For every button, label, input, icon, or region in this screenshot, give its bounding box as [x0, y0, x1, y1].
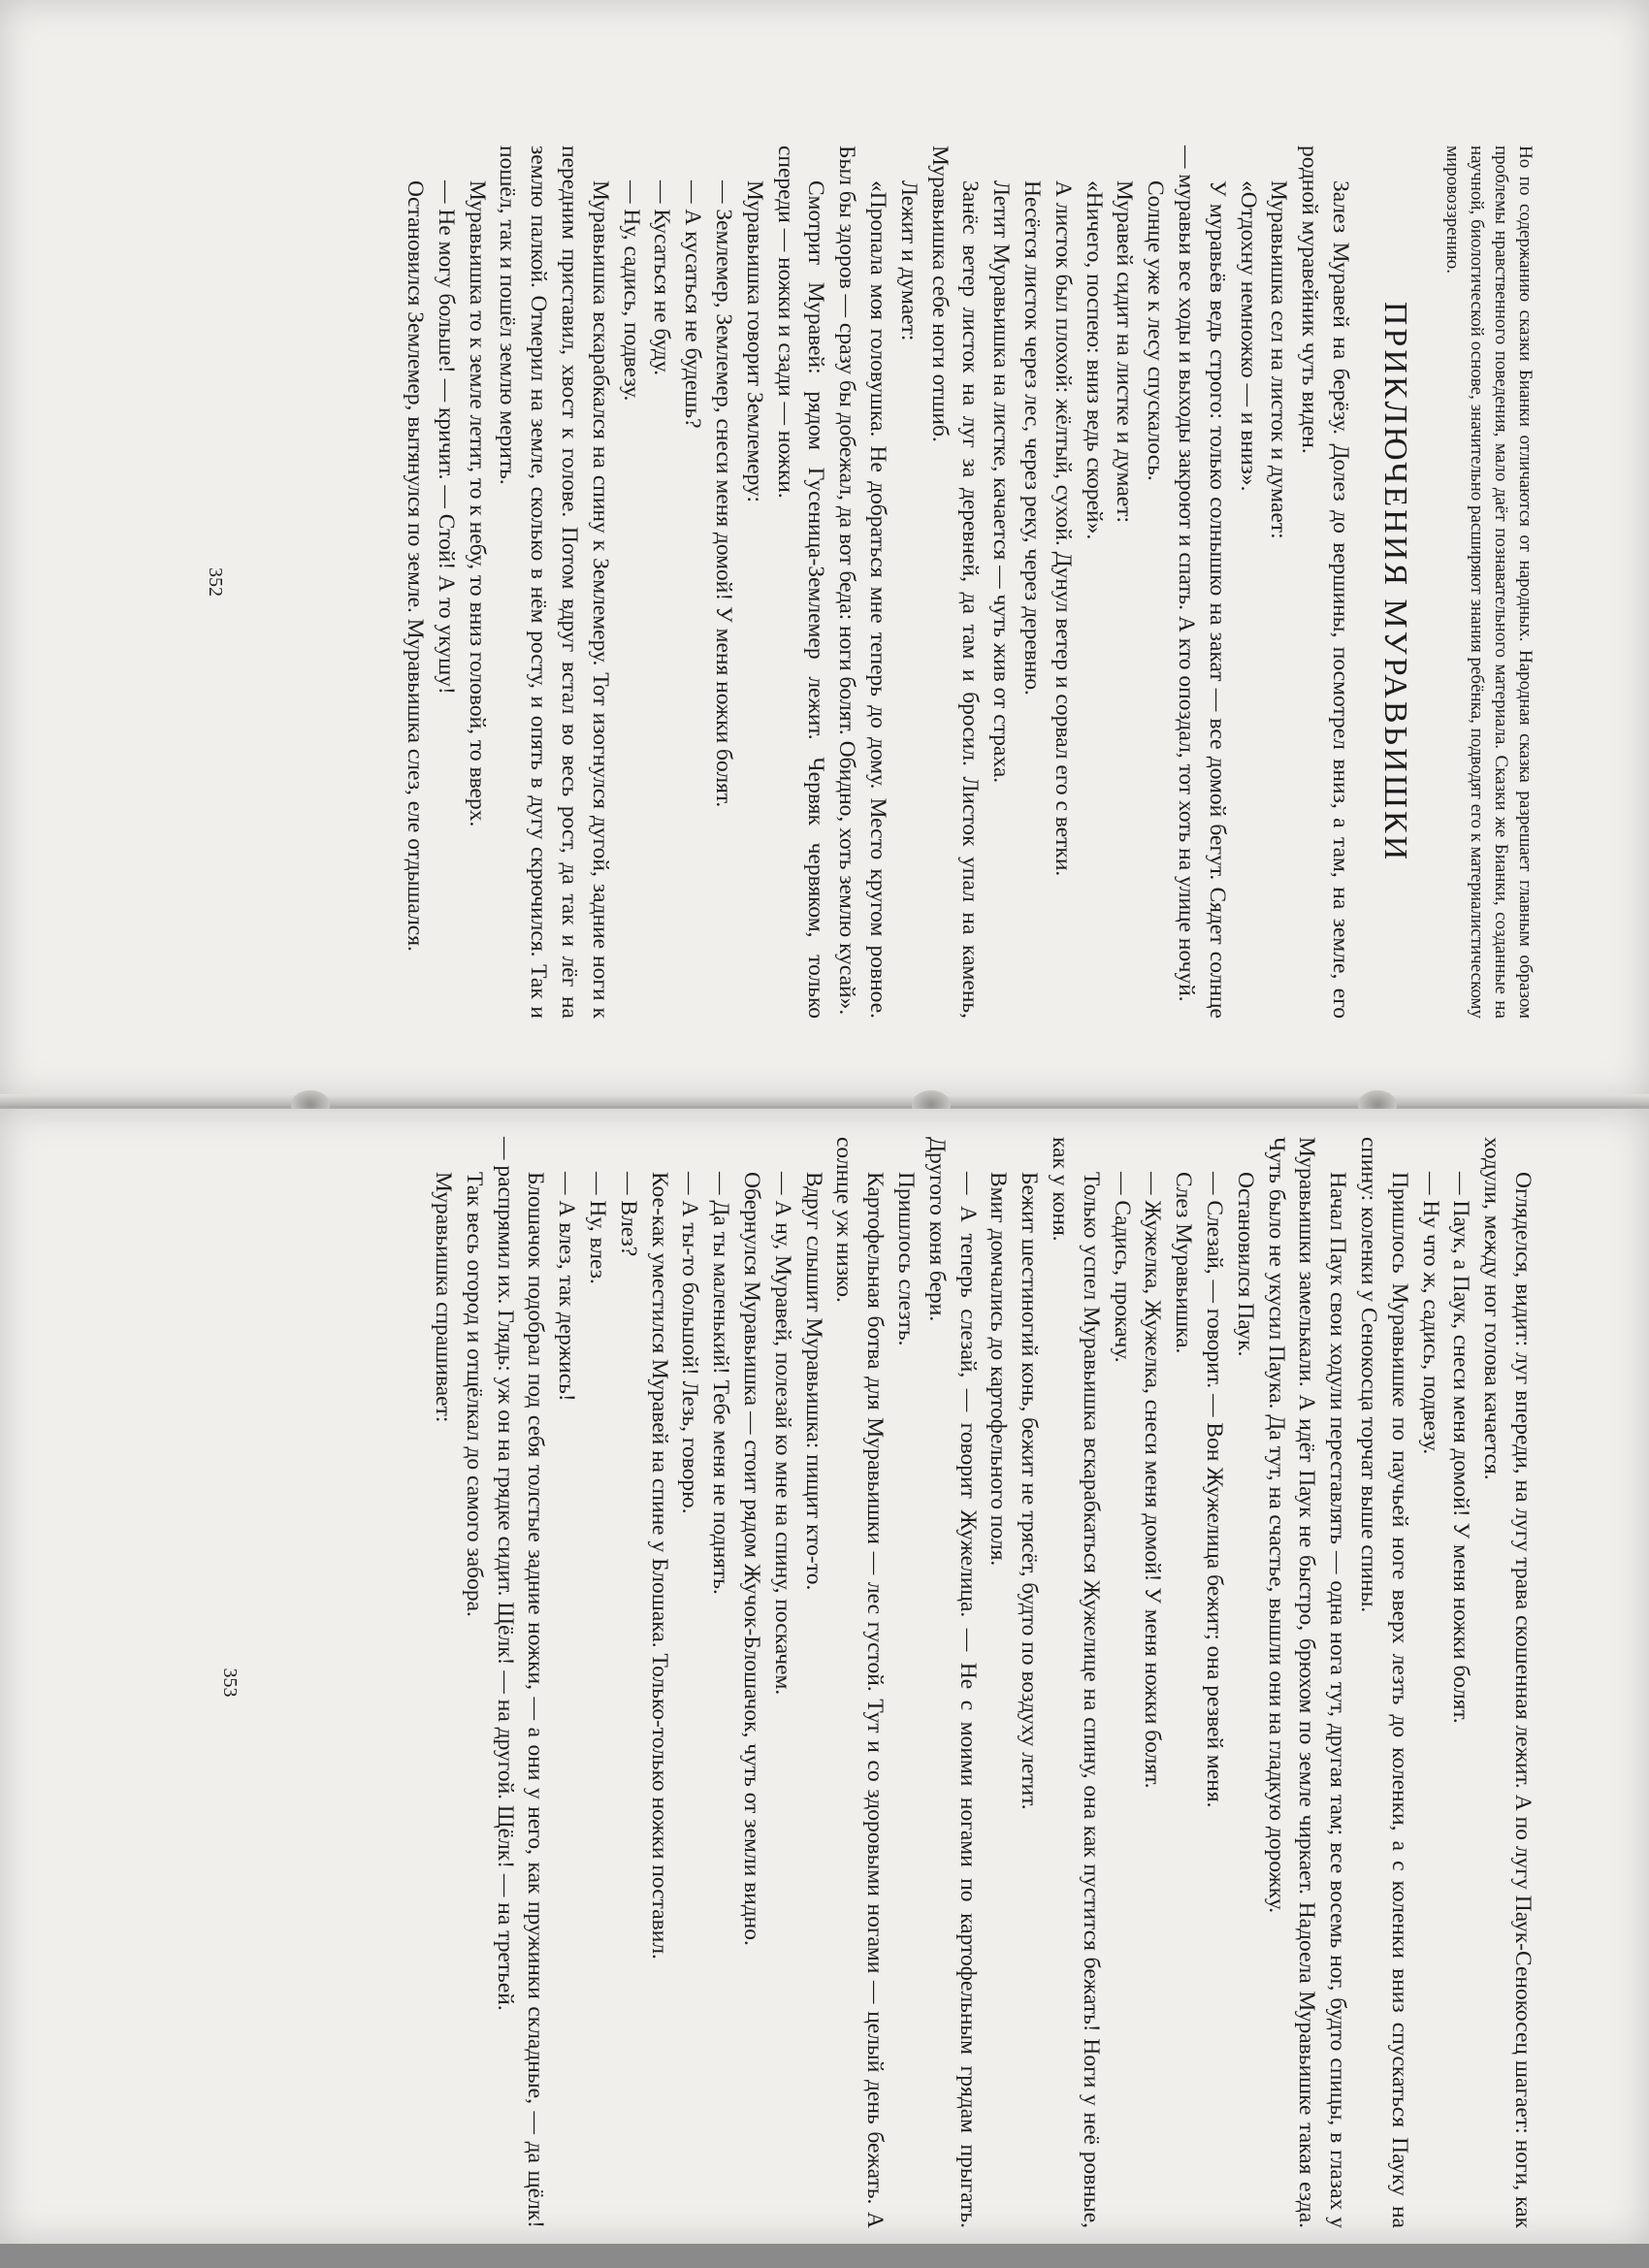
paragraph: — Слезай, — говорит. — Вон Жужелица бежит; она резвей меня.	[1202, 1172, 1228, 1808]
paragraph: Вмиг домчались до картофельного поля.	[986, 1172, 1012, 1567]
paragraph: — Не могу больше! — кричит. — Стой! А то укушу!	[433, 180, 459, 695]
paragraph: Пришлось слезть.	[893, 1172, 920, 1346]
paragraph: — Садись, прокачу.	[1109, 1172, 1135, 1363]
paragraph: — Ну что ж, садись, подвезу.	[1417, 1172, 1443, 1455]
story-body-left	[399, 146, 1355, 1019]
paragraph: — Кусаться не буду.	[649, 180, 675, 376]
paragraph: У муравьёв ведь строго: только солнышко на закат — все домой бегут. Сядет солнце — муравьи все ходы и выходы закроют и спать. А кто опоздал, тот хоть на улице ночуй.	[1174, 146, 1230, 1019]
paragraph: Муравьишка вскарабкался на спину к Землемеру. Тот изогнулся дугой, задние ноги к передним приставил, хвост к голове. Потом вдруг встал во весь рост, да так и лёг на землю палкой. Отмерил на земле, сколько в нём росту, и опять в дугу скрючился. Так и пошёл, так и пошёл землю мерить.	[495, 146, 613, 1019]
paragraph: — Паук, а Паук, снеси меня домой! У меня ножки болят.	[1448, 1172, 1474, 1724]
paragraph: Кое-как уместился Муравей на спине у Блошака. Только-только ножки поставил.	[646, 1172, 672, 1960]
page-352-text	[194, 146, 1537, 1019]
paragraph: — А теперь слезай, — говорит Жужелица. — Не с моими ногами по картофельным грядам прыгать. Другого коня бери.	[923, 1137, 981, 2228]
editor-note: Но по содержанию сказки Бианки отличаются от народных. Народная сказка разрешает главным образом проблемы нравственного поведения, мало даёт познавательного материала. Сказки же Бианки, созданные на научной, биологической основе, значительно расширяют знания ребёнка, подводят его к материалистическому мировоззрению.	[1442, 146, 1536, 1019]
paragraph: Остановился Паук.	[1232, 1172, 1258, 1357]
paragraph: — А влез, так держись!	[554, 1172, 580, 1402]
paragraph: Так весь огород и отщёлкал до самого забора.	[461, 1172, 487, 1617]
paragraph: — Влез?	[615, 1172, 641, 1257]
paragraph: Муравьишка говорит Землемеру:	[741, 180, 767, 502]
paragraph: «Пропала моя головушка. Не добраться мне теперь до дому. Место кругом ровное. Был бы здоров — сразу бы добежал, да вот беда: ноги болят. Обидно, хоть землю кусай».	[834, 146, 891, 1019]
page-353-text	[209, 1137, 1537, 2228]
paragraph: Муравьишка спрашивает:	[431, 1172, 457, 1423]
paragraph: Муравьишка сел на листок и думает:	[1266, 180, 1292, 539]
paragraph: А листок был плохой: жёлтый, сухой. Дунул ветер и сорвал его с ветки.	[1050, 180, 1076, 877]
paragraph: Огляделся, видит: луг впереди, на лугу трава скошенная лежит. А по лугу Паук-Сенокосец шагает: ноги, как ходули, между ног голова качается.	[1479, 1137, 1536, 2228]
paragraph: — Ну, влез.	[585, 1172, 611, 1284]
paragraph: — Жужелка, Жужелка, снеси меня домой! У меня ножки болят.	[1140, 1172, 1166, 1789]
paragraph: Блошачок подобрал под себя толстые задние ножки, — а они у него, как пружинки складные, — да щёлк! — распрямил их. Глядь: уж он на грядке сидит. Щёлк! — на другой. Щёлк! — на третьей.	[492, 1137, 549, 2228]
paragraph: Начал Паук свои ходули переставлять — одна нога тут, другая там; все восемь ног, будто спицы, в глазах у Муравьишки замелькали. А идёт Паук не быстро, брюхом по земле чиркает. Надоела Муравьишке такая езда. Чуть было не укусил Паука. Да тут, на счастье, вышли они на гладкую дорожку.	[1263, 1137, 1351, 2228]
paragraph: — А ну, Муравей, полезай ко мне на спину, поскачем.	[769, 1172, 795, 1696]
paragraph: — Да ты маленький! Тебе меня не поднять.	[708, 1172, 734, 1595]
paragraph: Залез Муравей на берёзу. Долез до вершины, посмотрел вниз, а там, на земле, его родной муравейник чуть виден.	[1297, 146, 1353, 1019]
page-number: 352	[205, 567, 226, 597]
story-body-right	[427, 1137, 1537, 2228]
story-title: ПРИКЛЮЧЕНИЯ МУРАВЬИШКИ	[1377, 301, 1413, 863]
paragraph: Муравьишка то к земле летит, то к небу, то вниз головой, то вверх.	[464, 180, 490, 827]
paragraph: Солнце уже к лесу спускалось.	[1143, 180, 1169, 481]
paragraph: Занёс ветер листок на луг за деревней, да там и бросил. Листок упал на камень, Муравьишка себе ноги отшиб.	[926, 146, 984, 1019]
paragraph: — А ты-то большой! Лезь, говорю.	[677, 1172, 703, 1514]
paragraph: — Землемер, Землемер, снеси меня домой! У меня ножки болят.	[711, 180, 737, 808]
paragraph: Лежит и думает:	[895, 180, 922, 341]
paragraph: Остановился Землемер, вытянулся по земле. Муравьишка слез, еле отдышался.	[403, 180, 429, 952]
paragraph: Только успел Муравьишка вскарабкаться Жужелице на спину, она как пустится бежать! Ноги у неё ровные, как у коня.	[1048, 1137, 1104, 2228]
paragraph: Смотрит Муравей: рядом Гусеница-Землемер лежит. Червяк червяком, только спереди — ножки и сзади — ножки.	[772, 146, 829, 1019]
paragraph: «Отдохну немножко — и вниз».	[1235, 180, 1261, 492]
paragraph: Обернулся Муравьишка — стоит рядом Жучок-Блошачок, чуть от земли видно.	[739, 1172, 765, 1946]
paragraph: Вдруг слышит Муравьишка: пищит кто-то.	[800, 1172, 826, 1591]
paragraph: Пришлось Муравьишке по паучьей ноге вверх лезть до коленки, а с коленки вниз спускаться Пауку на спину: коленки у Сенокосца торчат выше спины.	[1356, 1137, 1412, 2228]
paragraph: Муравей сидит на листке и думает:	[1112, 180, 1138, 524]
paragraph: Слез Муравьишка.	[1171, 1172, 1197, 1354]
paragraph: Летит Муравьишка на листке, качается — чуть жив от страха.	[988, 180, 1015, 784]
paragraph: — Ну, садись, подвезу.	[618, 180, 644, 402]
paragraph: — А кусаться не будешь?	[680, 180, 706, 429]
paragraph: Картофельная ботва для Муравьишки — лес густой. Тут и со здоровыми ногами — целый день бежать. А солнце уж низко.	[831, 1137, 889, 2228]
paragraph: «Ничего, поспею: вниз ведь скорей».	[1081, 180, 1107, 540]
page-number: 353	[219, 1668, 241, 1698]
paragraph: Бежит шестиногий конь, бежит не трясёт, будто по воздуху летит.	[1017, 1172, 1043, 1810]
paragraph: Несётся листок через лес, через реку, через деревню.	[1019, 180, 1046, 696]
